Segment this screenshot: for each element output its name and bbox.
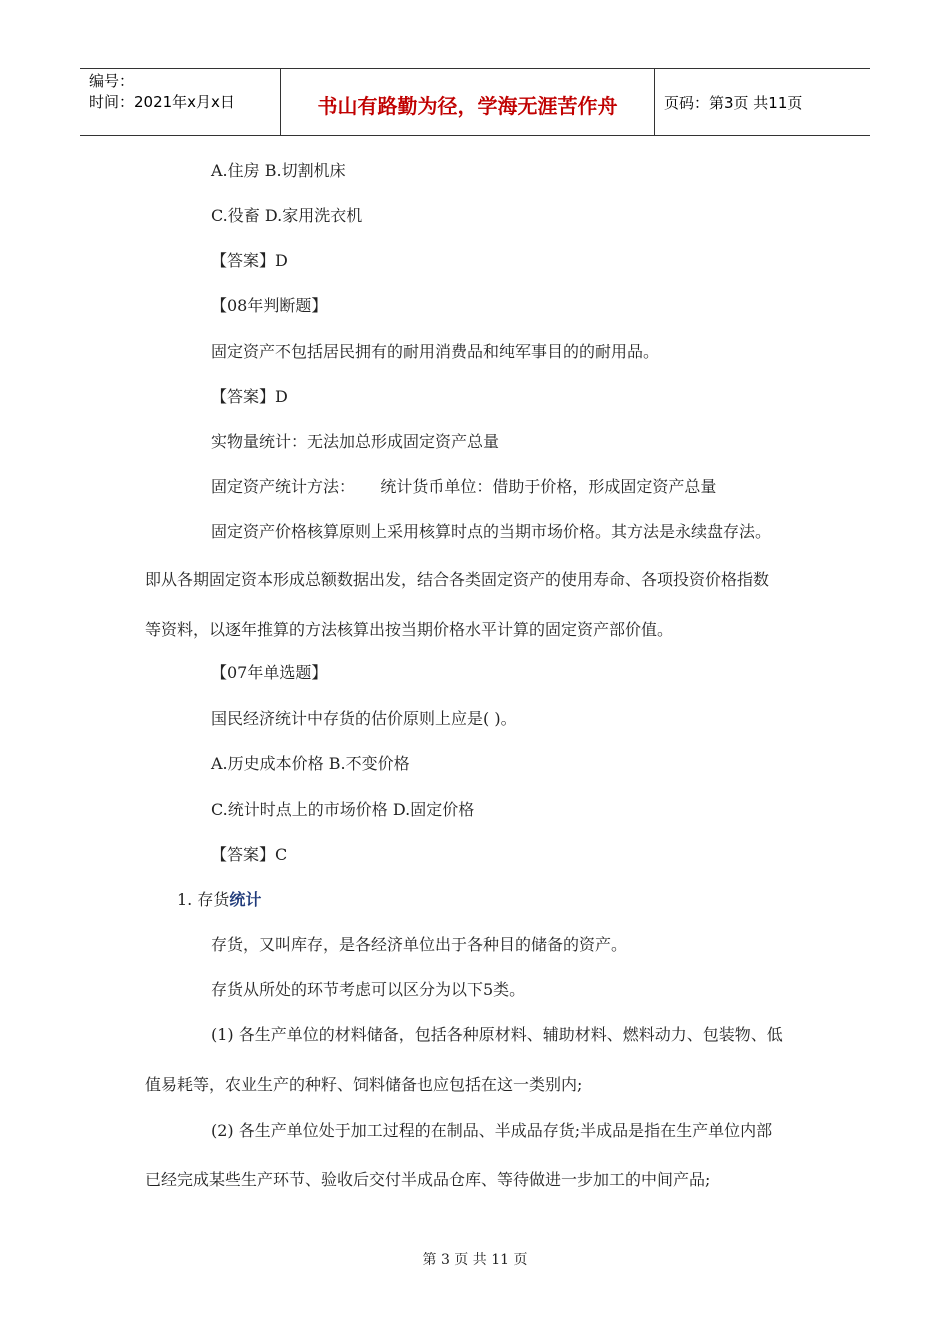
option-line: C.统计时点上的市场价格 D.固定价格	[211, 800, 475, 819]
answer-line: 【答案】D	[211, 251, 288, 270]
question-type-line: 【08年判断题】	[211, 296, 328, 315]
body-text: 存货，又叫库存，是各经济单位出于各种目的储备的资产。	[211, 935, 628, 954]
section-heading-highlight: 统计	[229, 890, 262, 909]
option-line: C.役畜 D.家用洗衣机	[211, 206, 363, 225]
page-footer: 第 3 页 共 11 页	[422, 1252, 528, 1268]
body-text: (1) 各生产单位的材料储备，包括各种原材料、辅助材料、燃料动力、包装物、低	[211, 1025, 783, 1044]
body-text: 固定资产价格核算原则上采用核算时点的当期市场价格。其方法是永续盘存法。	[211, 522, 772, 541]
document-time: 时间：2021年x月x日	[89, 93, 235, 111]
document-number-label: 编号：	[89, 72, 135, 90]
question-text: 国民经济统计中存货的估价原则上应是( )。	[211, 709, 517, 728]
section-heading-prefix: 1. 存货	[177, 890, 230, 909]
header-page-info: 页码：第3页 共11页	[664, 93, 803, 112]
body-text: 已经完成某些生产环节、验收后交付半成品仓库、等待做进一步加工的中间产品;	[145, 1170, 711, 1189]
body-text: 等资料，以逐年推算的方法核算出按当期价格水平计算的固定资产部价值。	[145, 620, 674, 639]
answer-line: 【答案】C	[211, 845, 288, 864]
answer-line: 【答案】D	[211, 387, 288, 406]
question-text: 固定资产不包括居民拥有的耐用消费品和纯军事目的的耐用品。	[211, 342, 660, 361]
body-text: 即从各期固定资本形成总额数据出发，结合各类固定资产的使用寿命、各项投资价格指数	[145, 570, 770, 589]
header-motto: 书山有路勤为径，学海无涯苦作舟	[281, 69, 655, 135]
body-text: 实物量统计：无法加总形成固定资产总量	[211, 432, 500, 451]
question-type-line: 【07年单选题】	[211, 663, 328, 682]
option-line: A.住房 B.切割机床	[211, 161, 346, 180]
option-line: A.历史成本价格 B.不变价格	[211, 754, 410, 773]
body-text: (2) 各生产单位处于加工过程的在制品、半成品存货;半成品是指在生产单位内部	[211, 1121, 773, 1140]
body-text: 固定资产统计方法： 统计货币单位：借助于价格，形成固定资产总量	[211, 477, 717, 496]
header-meta	[80, 69, 281, 135]
section-heading	[177, 890, 261, 910]
body-text: 值易耗等，农业生产的种籽、饲料储备也应包括在这一类别内;	[145, 1075, 583, 1094]
body-text: 存货从所处的环节考虑可以区分为以下5类。	[211, 980, 526, 999]
page-header	[80, 68, 870, 136]
